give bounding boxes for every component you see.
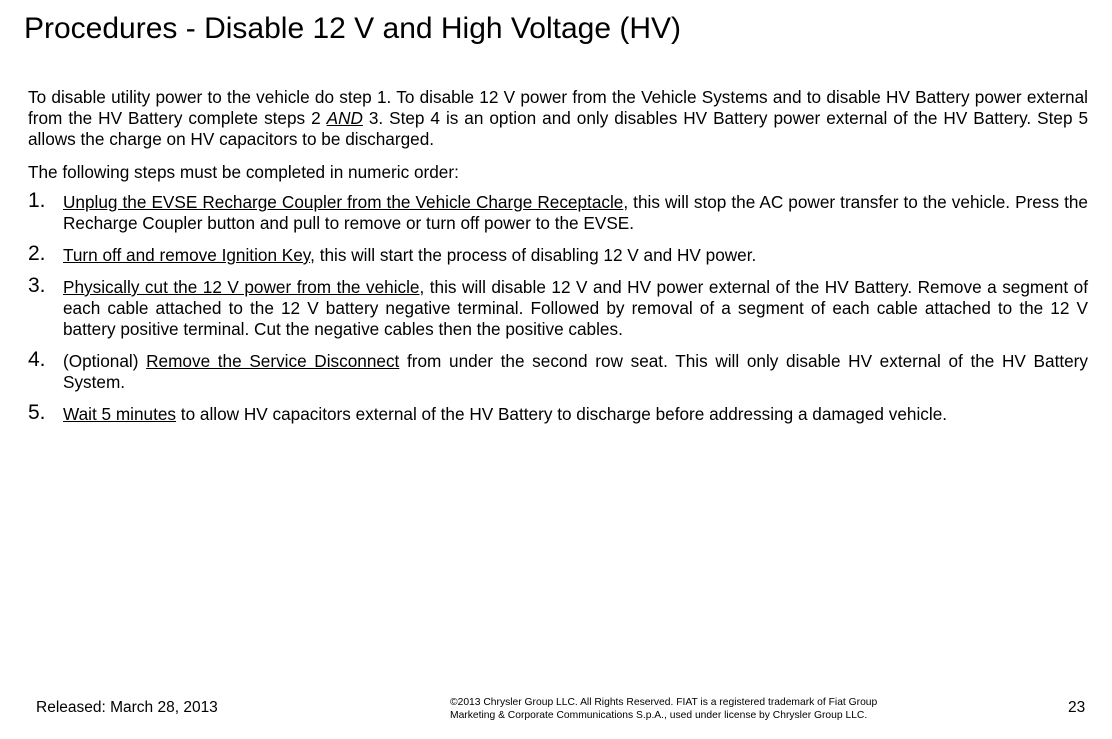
step-text: to allow HV capacitors external of the HV Battery to discharge before addressing a damaged vehicle. xyxy=(176,404,948,424)
intro-emphasis: AND xyxy=(326,108,363,128)
step-action: Turn off and remove Ignition Key xyxy=(63,245,311,265)
copyright-line-1: ©2013 Chrysler Group LLC. All Rights Reserved. FIAT is a registered trademark of Fiat Group xyxy=(450,697,878,708)
step-text: , this will stop the AC power transfer to the vehicle. Press the Recharge Coupler button and pull to remove or turn off power to the EVSE. xyxy=(63,192,1088,233)
step-1 xyxy=(28,189,1088,234)
step-3 xyxy=(28,274,1088,340)
step-2 xyxy=(28,242,1088,266)
copyright-line-2: Marketing & Corporate Communications S.p.A., used under license by Chrysler Group LLC. xyxy=(450,710,868,721)
step-action: Unplug the EVSE Recharge Coupler from the Vehicle Charge Receptacle xyxy=(63,192,624,212)
copyright-notice xyxy=(450,696,877,722)
step-number: 3. xyxy=(28,274,46,297)
intro-text-part1: To disable utility power to the vehicle do step 1. To disable 12 V power from the Vehicle Systems and to disable HV Battery power external from the HV Battery complete steps 2 xyxy=(28,87,1088,128)
intro-paragraph xyxy=(28,87,1088,150)
main-content xyxy=(28,87,1088,436)
step-number: 4. xyxy=(28,348,46,371)
steps-lead-text: The following steps must be completed in numeric order: xyxy=(28,162,459,182)
step-number: 1. xyxy=(28,189,46,212)
steps-list xyxy=(28,189,1088,425)
step-text: from under the second row seat. This will only disable HV external of the HV Battery System. xyxy=(63,351,1088,392)
page-number: 23 xyxy=(1068,699,1086,716)
step-action: Physically cut the 12 V power from the vehicle xyxy=(63,277,420,297)
intro-text-part2: 3. Step 4 is an option and only disables HV Battery power external of the HV Battery. Step 5 allows the charge on HV capacitors to be discharged. xyxy=(28,108,1089,149)
step-text: , this will disable 12 V and HV power external of the HV Battery. Remove a segment of each cable attached to the 12 V battery negative terminal. Followed by removal of a segment of each cable attached to the 12 V battery positive terminal. Cut the negative cables then the positive cables. xyxy=(63,277,1088,339)
step-number: 5. xyxy=(28,401,46,424)
step-text: , this will start the process of disabling 12 V and HV power. xyxy=(310,245,757,265)
step-number: 2. xyxy=(28,242,46,265)
step-action: Remove the Service Disconnect xyxy=(146,351,400,371)
page-title: Procedures - Disable 12 V and High Voltage (HV) xyxy=(24,12,682,45)
step-5 xyxy=(28,401,1088,425)
step-4 xyxy=(28,348,1088,393)
step-action: Wait 5 minutes xyxy=(63,404,177,424)
step-prefix: (Optional) xyxy=(63,351,147,371)
release-date: Released: March 28, 2013 xyxy=(36,699,218,716)
